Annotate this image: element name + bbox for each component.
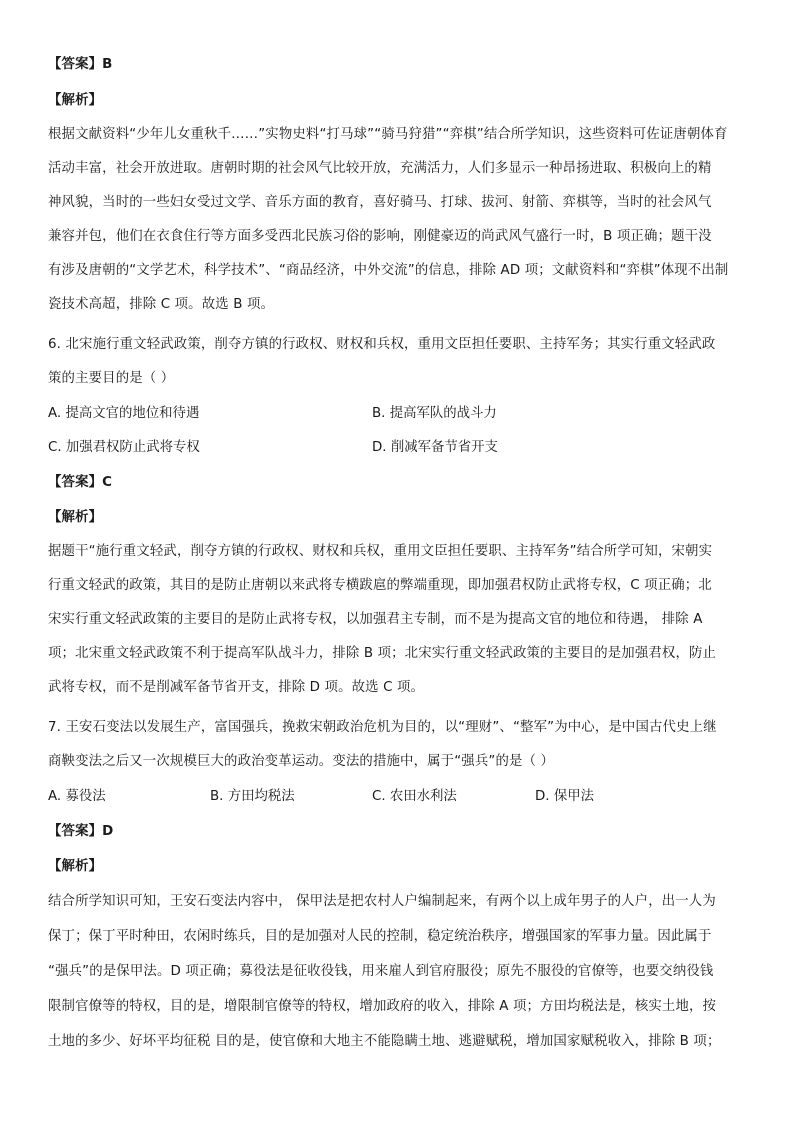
q7-analysis-line: 限制官僚等的特权，目的是，增限制官僚等的特权，增加政府的收入，排除 A 项；方田均税法是，核实土地，按 [48,999,717,1014]
q7-option-a: A. 募役法 [48,789,106,804]
q7-analysis-line: 保丁；保丁平时种田，农闲时练兵，目的是加强对人民的控制，稳定统治秩序，增强国家的军事力量。因此属于 [48,929,712,944]
q6-stem-line: 6. 北宋施行重文轻武政策，削夺方镇的行政权、财权和兵权，重用文臣担任要职、主持军务；其实行重文轻武政 [48,337,716,352]
q6-answer: 【答案】C [48,475,113,490]
q6-analysis-line: 据题干“施行重文轻武，削夺方镇的行政权、财权和兵权，重用文臣担任要职、主持军务”结合所学可知，宋朝实 [48,544,713,559]
q7-analysis-line: “强兵”的是保甲法。D 项正确；募役法是征收役钱，用来雇人到官府服役；原先不服役的官僚等，也要交纳役钱 [48,964,714,979]
q7-analysis-line: 结合所学知识可知，王安石变法内容中， 保甲法是把农村人户编制起来，有两个以上成年男子的人户，出一人为 [48,894,716,909]
q6-option-b: B. 提高军队的战斗力 [372,406,497,421]
q5-analysis-line: 根据文献资料“少年儿女重秋千……”实物史料“打马球”“骑马狩猎”“弈棋”结合所学知识，这些资料可佐证唐朝体育 [48,127,728,142]
q5-analysis-line: 瓷技术高超，排除 C 项。故选 B 项。 [48,297,275,312]
q5-analysis-line: 兼容并包，他们在衣食住行等方面多受西北民族习俗的影响，刚健豪迈的尚武风气盛行一时，B 项正确；题干没 [48,229,712,244]
q7-option-d: D. 保甲法 [535,789,594,804]
q6-option-a: A. 提高文官的地位和待遇 [48,406,200,421]
q5-analysis-line: 有涉及唐朝的“文学艺术，科学技术”、“商品经济，中外交流”的信息，排除 AD 项；文献资料和“弈棋”体现不出制 [48,263,729,278]
q7-analysis-label: 【解析】 [48,859,103,874]
q6-option-c: C. 加强君权防止武将专权 [48,440,200,455]
q5-analysis-line: 神风貌，当时的一些妇女受过文学、音乐方面的教育，喜好骑马、打球、拔河、射箭、弈棋等，当时的社会风气 [48,195,712,210]
q7-analysis-line: 土地的多少、好坏平均征税 目的是，使官僚和大地主不能隐瞒土地、逃避赋税，增加国家赋税收入，排除 B 项； [48,1034,721,1049]
q7-option-b: B. 方田均税法 [210,789,295,804]
q6-analysis-line: 行重文轻武的政策，其目的是防止唐朝以来武将专横跋扈的弊端重现，即加强君权防止武将专权，C 项正确；北 [48,578,712,593]
q5-analysis-line: 活动丰富，社会开放进取。唐朝时期的社会风气比较开放，充满活力，人们多显示一种昂扬进取、积极向上的精 [48,161,712,176]
q7-stem-line: 商鞅变法之后又一次规模巨大的政治变革运动。变法的措施中，属于“强兵”的是（ ） [48,754,555,769]
q6-analysis-label: 【解析】 [48,510,103,525]
q7-answer: 【答案】D [48,824,114,839]
q6-option-d: D. 削减军备节省开支 [372,440,498,455]
q5-analysis-label: 【解析】 [48,93,103,108]
q6-analysis-line: 项；北宋重文轻武政策不利于提高军队战斗力，排除 B 项；北宋实行重文轻武政策的主要目的是加强君权，防止 [48,646,717,661]
q6-stem-line: 策的主要目的是（ ） [48,371,175,386]
q7-stem-line: 7. 王安石变法以发展生产，富国强兵，挽救宋朝政治危机为目的，以“理财”、“整军”为中心，是中国古代史上继 [48,720,717,735]
q5-answer: 【答案】B [48,57,113,72]
q6-analysis-line: 武将专权，而不是削减军备节省开支，排除 D 项。故选 C 项。 [48,680,425,695]
q7-option-c: C. 农田水利法 [372,789,457,804]
q6-analysis-line: 宋实行重文轻武政策的主要目的是防止武将专权，以加强君主专制，而不是为提高文官的地位和待遇， 排除 A [48,612,703,627]
